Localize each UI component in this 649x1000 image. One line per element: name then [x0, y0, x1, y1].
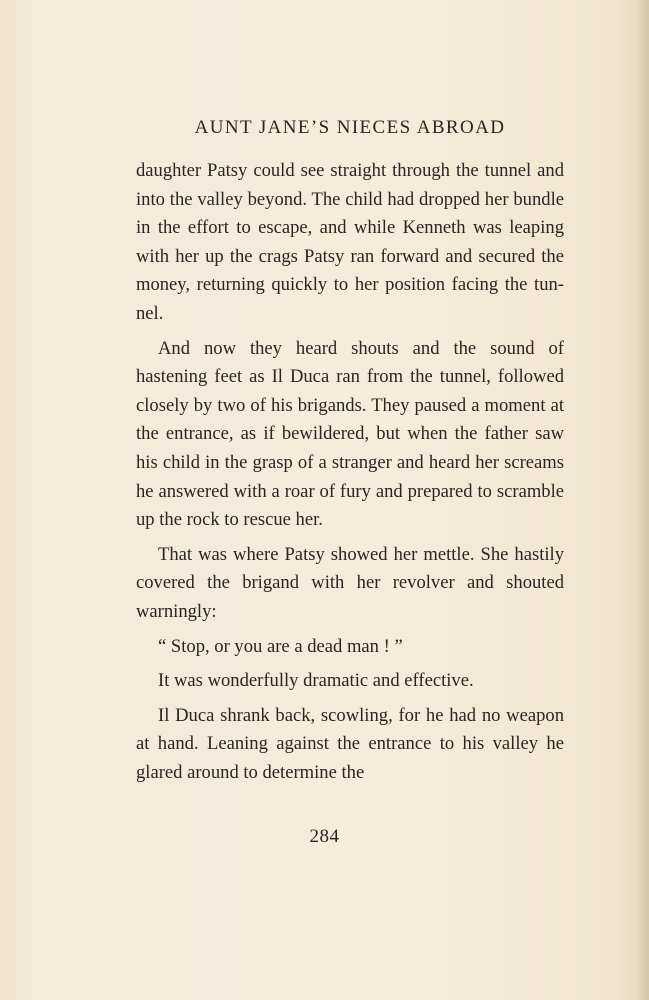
paragraph: It was wonderfully dramatic and effective. [158, 670, 474, 692]
running-head: AUNT JANE’S NIECES ABROAD [194, 117, 506, 138]
paragraph: That was where Patsy showed her mettle. She hastily covered the brigand with her revolver and shouted warningly: [136, 543, 564, 622]
page-edge-shadow [635, 0, 649, 1000]
page-number: 284 [309, 826, 340, 847]
paragraph: Il Duca shrank back, scowling, for he had no weapon at hand. Leaning against the entrance to his valley he glared around to determine the [136, 704, 564, 783]
paragraph-dialogue: “ Stop, or you are a dead man ! ” [158, 635, 403, 657]
body-text [136, 157, 564, 793]
paragraph-continued: daughter Patsy could see straight through the tunnel and into the valley beyond. The child had dropped her bundle in the effort to escape, and while Kenneth was leaping with her up the crags Patsy ran forward and secured the money, returning quickly to her position facing the tunnel. [136, 160, 564, 324]
paragraph: And now they heard shouts and the sound of hastening feet as Il Duca ran from the tunnel, followed closely by two of his brigands. They paused a moment at the entrance, as if bewildered, but when the father saw his child in the grasp of a stranger and heard her screams he answered with a roar of fury and prepared to scramble up the rock to rescue her. [136, 337, 564, 531]
